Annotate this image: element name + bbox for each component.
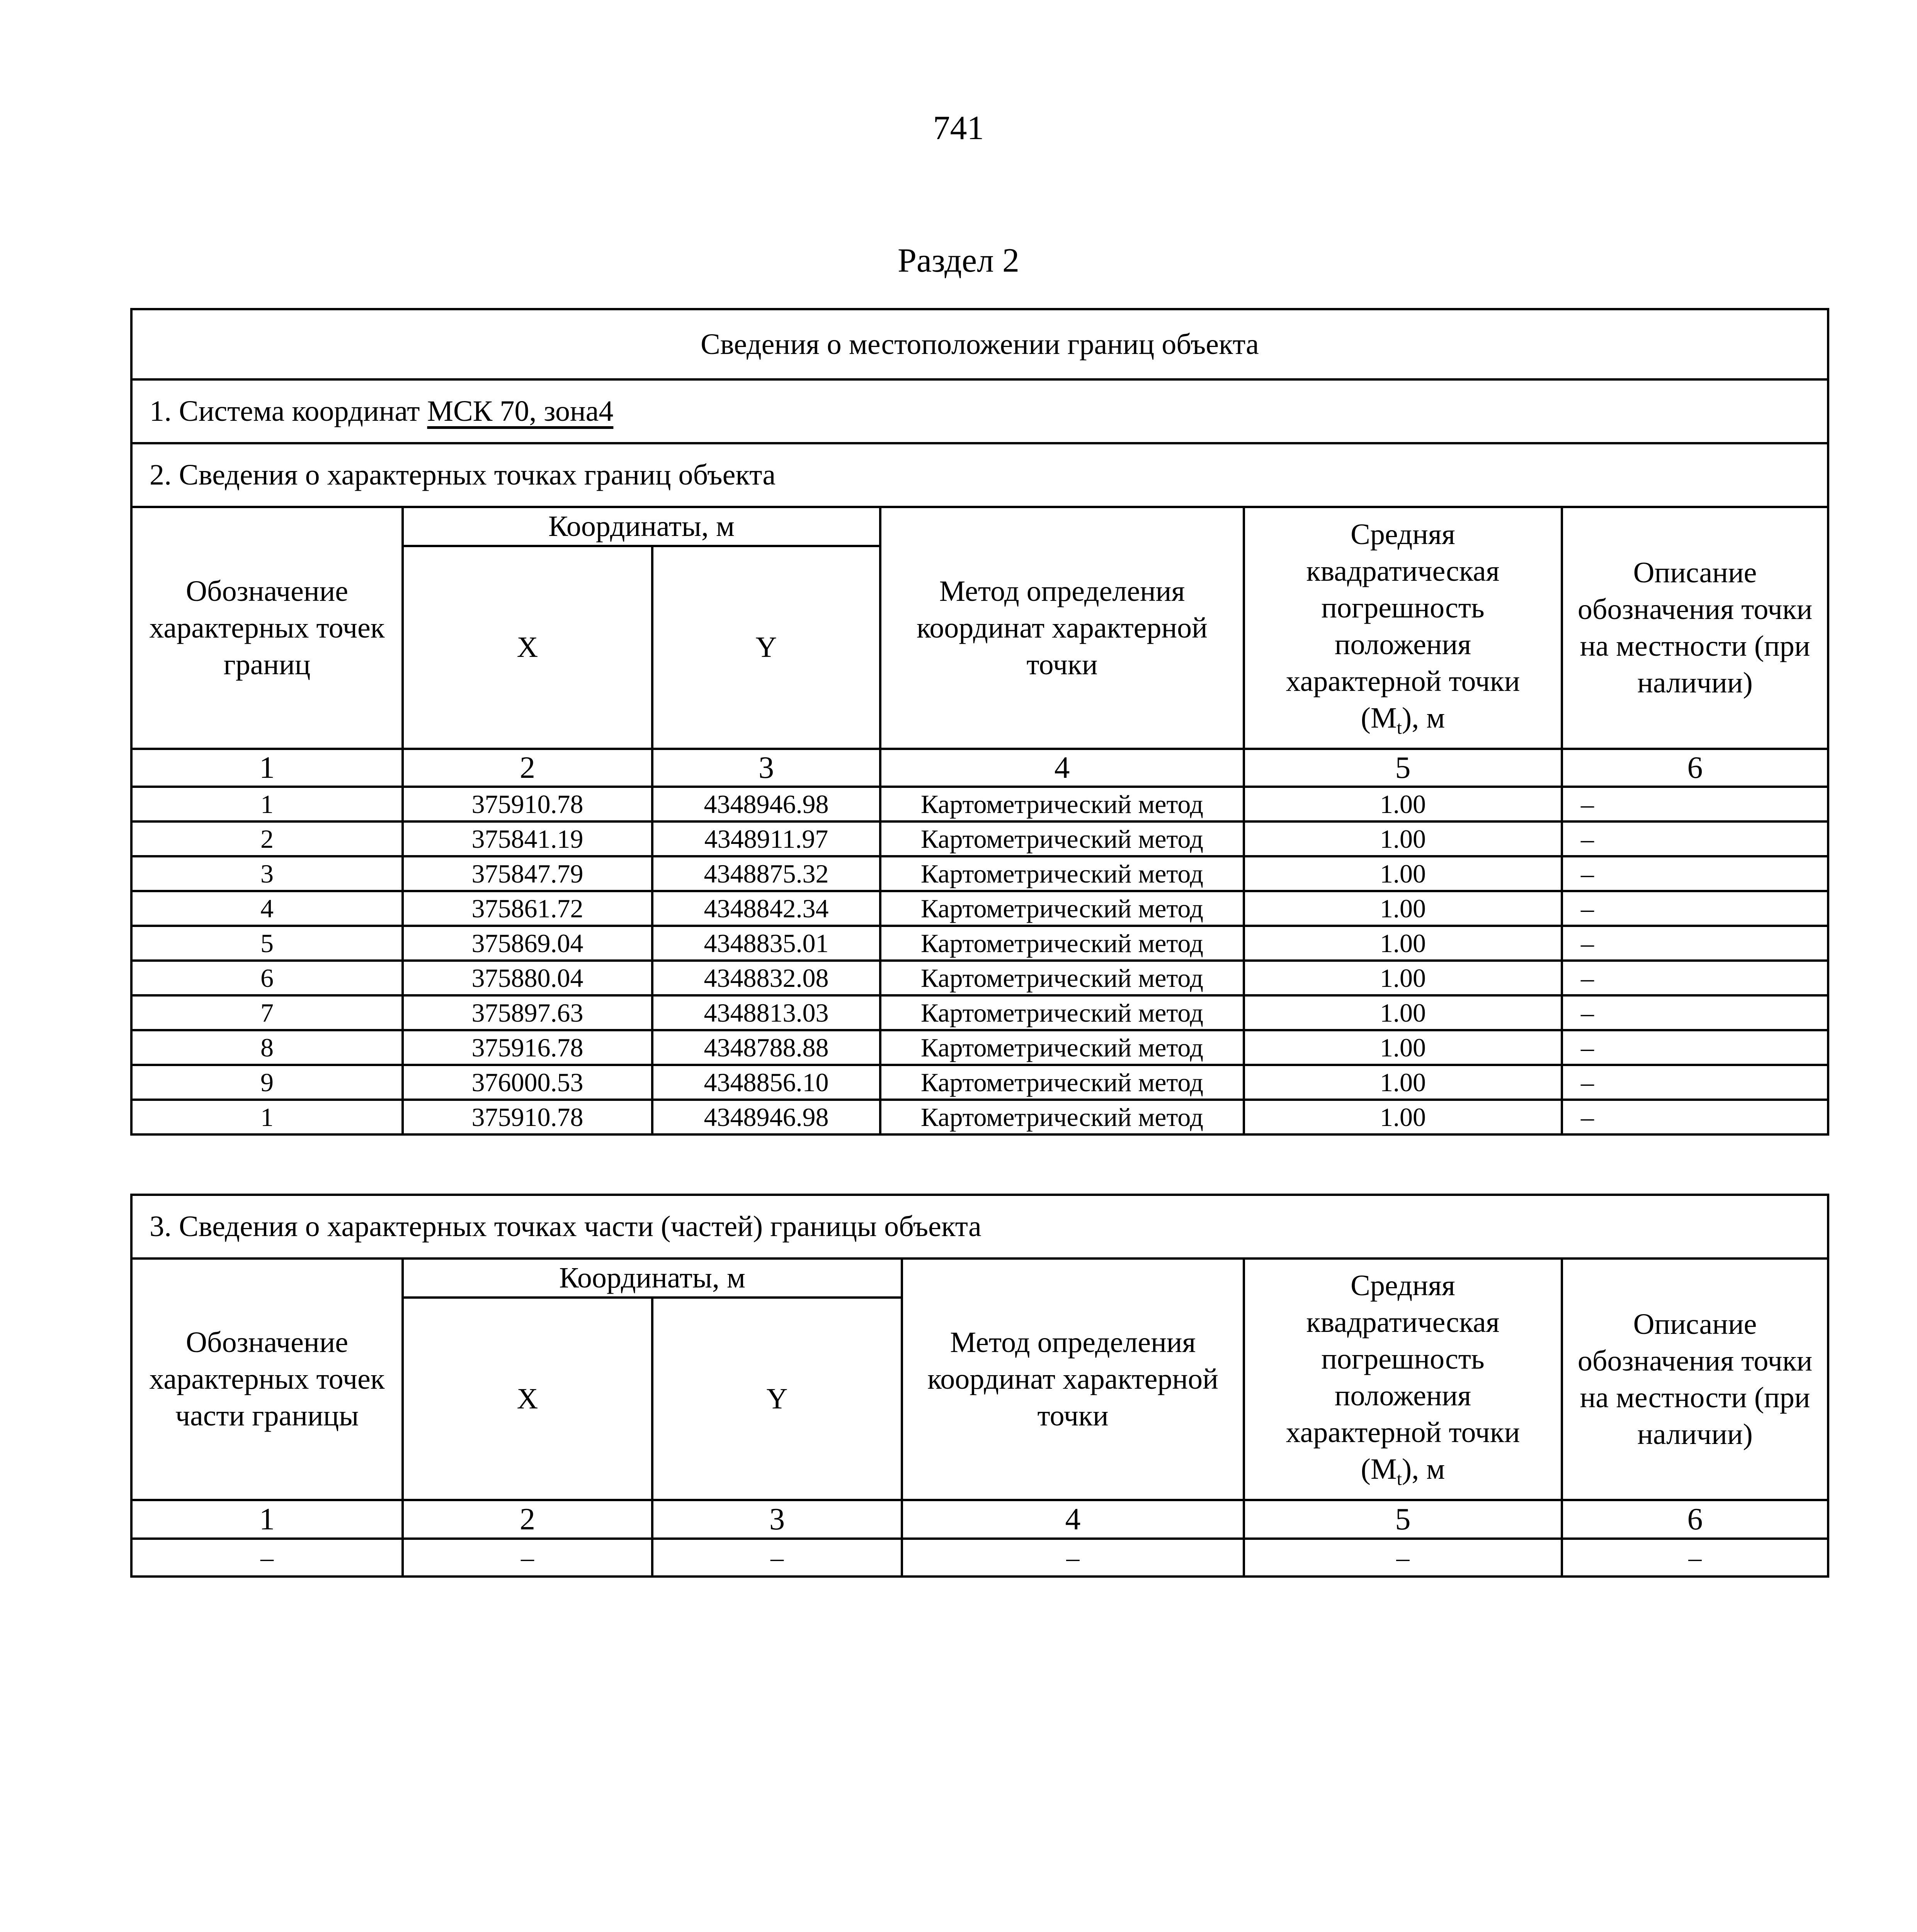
- y-value: 4348788.88: [652, 1030, 880, 1065]
- column-number: 6: [1562, 749, 1828, 787]
- point-id: 2: [131, 821, 403, 856]
- point-id: 1: [131, 1100, 403, 1134]
- table-row: [131, 821, 1828, 856]
- column-number: 6: [1562, 1500, 1828, 1539]
- method-value: Картометрический метод: [880, 856, 1244, 891]
- y-value: 4348875.32: [652, 856, 880, 891]
- description-value: –: [1562, 856, 1828, 891]
- x-value: 375910.78: [403, 787, 652, 821]
- x-value: 376000.53: [403, 1065, 652, 1100]
- method-value: Картометрический метод: [880, 891, 1244, 926]
- header-y: Y: [652, 1298, 902, 1500]
- x-value: 375861.72: [403, 891, 652, 926]
- error-value: 1.00: [1244, 821, 1562, 856]
- table-row: [131, 961, 1828, 995]
- table-row: [131, 891, 1828, 926]
- coord-system-value: МСК 70, зона4: [427, 395, 614, 427]
- method-value: –: [902, 1539, 1244, 1577]
- column-number: 2: [403, 1500, 652, 1539]
- description-value: –: [1562, 821, 1828, 856]
- table-row: [131, 995, 1828, 1030]
- point-id: 5: [131, 926, 403, 961]
- method-value: Картометрический метод: [880, 1065, 1244, 1100]
- error-value: –: [1244, 1539, 1562, 1577]
- header-x: X: [403, 1298, 652, 1500]
- error-value: 1.00: [1244, 1100, 1562, 1134]
- x-value: 375910.78: [403, 1100, 652, 1134]
- point-id: 9: [131, 1065, 403, 1100]
- x-value: 375916.78: [403, 1030, 652, 1065]
- description-value: –: [1562, 787, 1828, 821]
- table-title: Сведения о местоположении границ объекта: [131, 309, 1828, 379]
- column-number: 5: [1244, 749, 1562, 787]
- y-value: –: [652, 1539, 902, 1577]
- x-value: –: [403, 1539, 652, 1577]
- method-value: Картометрический метод: [880, 787, 1244, 821]
- column-number: 1: [131, 1500, 403, 1539]
- header-method: Метод определения координат характерной точки: [880, 507, 1244, 749]
- boundary-section-title: 2. Сведения о характерных точках границ объекта: [131, 443, 1828, 507]
- page-number: 741: [933, 109, 984, 147]
- header-mean-error: Средняя квадратическая погрешность положения характерной точки $(M_t)$, м: [1244, 507, 1562, 749]
- column-number: 3: [652, 1500, 902, 1539]
- column-number: 5: [1244, 1500, 1562, 1539]
- header-coordinates: Координаты, м: [403, 507, 880, 546]
- point-id: 6: [131, 961, 403, 995]
- x-value: 375841.19: [403, 821, 652, 856]
- error-value: 1.00: [1244, 856, 1562, 891]
- y-value: 4348835.01: [652, 926, 880, 961]
- header-method: Метод определения координат характерной точки: [902, 1259, 1244, 1500]
- table-row: [131, 1065, 1828, 1100]
- point-id: 3: [131, 856, 403, 891]
- header-point-designation: Обозначение характерных точек границ: [131, 507, 403, 749]
- point-id: 4: [131, 891, 403, 926]
- y-value: 4348946.98: [652, 787, 880, 821]
- x-value: 375897.63: [403, 995, 652, 1030]
- table-row: [131, 1539, 1828, 1577]
- description-value: –: [1562, 891, 1828, 926]
- description-value: –: [1562, 926, 1828, 961]
- y-value: 4348832.08: [652, 961, 880, 995]
- point-id: 1: [131, 787, 403, 821]
- error-value: 1.00: [1244, 926, 1562, 961]
- header-coordinates: Координаты, м: [403, 1259, 902, 1298]
- table-row: [131, 1030, 1828, 1065]
- column-number: 2: [403, 749, 652, 787]
- coord-system-label: 1. Система координат: [150, 395, 420, 427]
- description-value: –: [1562, 1030, 1828, 1065]
- y-value: 4348911.97: [652, 821, 880, 856]
- method-value: Картометрический метод: [880, 926, 1244, 961]
- error-value: 1.00: [1244, 1030, 1562, 1065]
- boundary-table: [130, 308, 1829, 1136]
- table-row: [131, 787, 1828, 821]
- point-id: 8: [131, 1030, 403, 1065]
- point-id: 7: [131, 995, 403, 1030]
- y-value: 4348842.34: [652, 891, 880, 926]
- column-number: 3: [652, 749, 880, 787]
- error-value: 1.00: [1244, 995, 1562, 1030]
- header-description: Описание обозначения точки на местности (при наличии): [1562, 507, 1828, 749]
- y-value: 4348856.10: [652, 1065, 880, 1100]
- y-value: 4348813.03: [652, 995, 880, 1030]
- x-value: 375880.04: [403, 961, 652, 995]
- table-row: [131, 856, 1828, 891]
- description-value: –: [1562, 995, 1828, 1030]
- method-value: Картометрический метод: [880, 1100, 1244, 1134]
- error-value: 1.00: [1244, 961, 1562, 995]
- method-value: Картометрический метод: [880, 995, 1244, 1030]
- x-value: 375847.79: [403, 856, 652, 891]
- coord-system-row: [131, 379, 1828, 443]
- point-id: –: [131, 1539, 403, 1577]
- column-number: 4: [902, 1500, 1244, 1539]
- column-number: 1: [131, 749, 403, 787]
- header-x: X: [403, 546, 652, 749]
- table-row: [131, 1100, 1828, 1134]
- description-value: –: [1562, 1100, 1828, 1134]
- header-point-designation: Обозначение характерных точек части границы: [131, 1259, 403, 1500]
- header-description: Описание обозначения точки на местности (при наличии): [1562, 1259, 1828, 1500]
- part-boundary-table: [130, 1194, 1829, 1578]
- header-mean-error: Средняя квадратическая погрешность положения характерной точки $(M_t)$, м: [1244, 1259, 1562, 1500]
- method-value: Картометрический метод: [880, 1030, 1244, 1065]
- y-value: 4348946.98: [652, 1100, 880, 1134]
- method-value: Картометрический метод: [880, 961, 1244, 995]
- column-number: 4: [880, 749, 1244, 787]
- section-title: Раздел 2: [898, 242, 1019, 279]
- x-value: 375869.04: [403, 926, 652, 961]
- description-value: –: [1562, 961, 1828, 995]
- table-row: [131, 926, 1828, 961]
- error-value: 1.00: [1244, 1065, 1562, 1100]
- part-section-title: 3. Сведения о характерных точках части (частей) границы объекта: [131, 1195, 1828, 1259]
- error-value: 1.00: [1244, 787, 1562, 821]
- header-y: Y: [652, 546, 880, 749]
- description-value: –: [1562, 1539, 1828, 1577]
- error-value: 1.00: [1244, 891, 1562, 926]
- method-value: Картометрический метод: [880, 821, 1244, 856]
- description-value: –: [1562, 1065, 1828, 1100]
